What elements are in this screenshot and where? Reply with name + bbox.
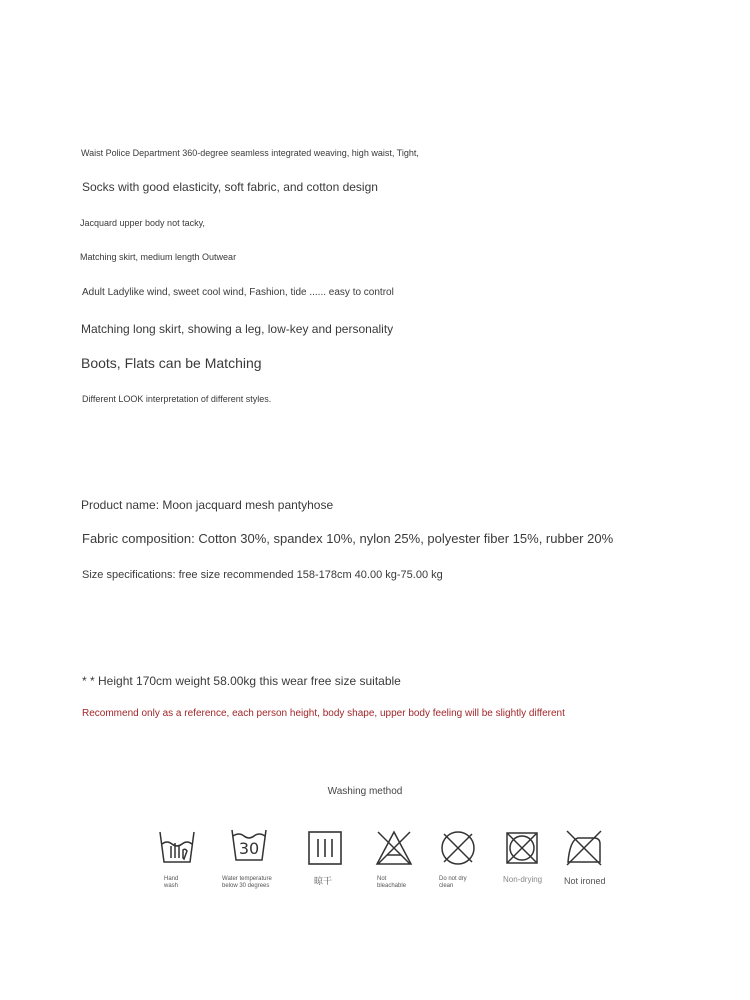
size-specifications: Size specifications: free size recommended 158-178cm 40.00 kg-75.00 kg — [82, 569, 443, 581]
wash-30-icon — [229, 828, 269, 868]
feature-line-8: Different LOOK interpretation of different styles. — [82, 394, 272, 404]
line-dry-icon — [305, 828, 345, 868]
no-bleach-label: Not bleachable — [377, 876, 407, 889]
no-iron-icon — [564, 828, 604, 868]
no-tumble-dry-icon — [502, 828, 542, 868]
fabric-composition: Fabric composition: Cotton 30%, spandex 10%, nylon 25%, polyester fiber 15%, rubber 20% — [82, 531, 614, 546]
no-iron-label: Not ironed — [564, 876, 606, 886]
fit-disclaimer: Recommend only as a reference, each person height, body shape, upper body feeling will be slightly different — [82, 708, 565, 719]
wash-temperature-value: 30 — [238, 839, 260, 858]
line-dry-label: 晾干 — [314, 876, 333, 886]
feature-line-7: Boots, Flats can be Matching — [81, 355, 262, 371]
no-bleach-icon — [374, 828, 414, 868]
feature-line-2: Socks with good elasticity, soft fabric, and cotton design — [82, 180, 378, 194]
feature-line-4: Matching skirt, medium length Outwear — [80, 252, 237, 262]
feature-line-5: Adult Ladylike wind, sweet cool wind, Fashion, tide ...... easy to control — [82, 287, 394, 298]
no-dry-clean-icon — [438, 828, 478, 868]
feature-line-1: Waist Police Department 360-degree seamless integrated weaving, high waist, Tight, — [81, 148, 419, 158]
no-tumble-dry-label: Non-drying — [503, 875, 543, 884]
model-fit-note: * * Height 170cm weight 58.00kg this wear free size suitable — [82, 674, 401, 688]
feature-line-3: Jacquard upper body not tacky, — [80, 218, 205, 228]
no-dry-clean-label: Do not dry clean — [439, 876, 467, 889]
wash-30-label: Water temperature below 30 degrees — [222, 876, 272, 889]
washing-method-title: Washing method — [327, 786, 403, 797]
hand-wash-icon — [157, 828, 197, 868]
feature-line-6: Matching long skirt, showing a leg, low-key and personality — [81, 322, 394, 336]
hand-wash-label: Hand wash — [164, 876, 179, 889]
product-name: Product name: Moon jacquard mesh pantyhose — [81, 498, 334, 512]
